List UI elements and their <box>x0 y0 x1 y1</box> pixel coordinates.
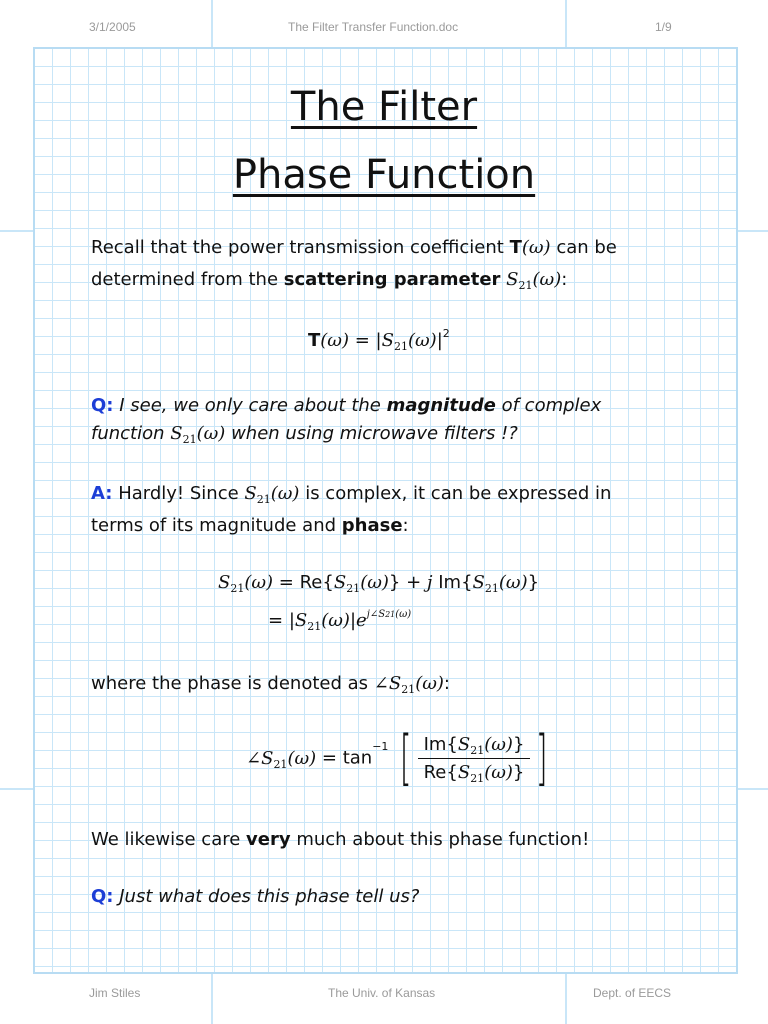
equation-phase-arctan: $\angle S_{21}(\omega) = \tan^{-1}$ [ $\frac{Im\{S_{21}(\omega)\}}{Re\{S_{21}(\omega)\}}$ ] <box>246 723 548 793</box>
question-1-line-2: function $S_{21}(\omega)$ when using microwave filters !? <box>91 423 518 446</box>
equation-power-transmission: $T(\omega) = |S_{21}(\omega)|^2$ <box>308 327 450 353</box>
footer-university: The Univ. of Kansas <box>328 986 436 1000</box>
title-line-2: Phase Function <box>232 152 536 198</box>
question-2: Q: Just what does this phase tell us? <box>91 886 420 907</box>
footer-author: Jim Stiles <box>89 986 141 1000</box>
header-filename: The Filter Transfer Function.doc <box>288 20 459 34</box>
likewise-line: We likewise care very much about this phase function! <box>91 829 590 850</box>
left-bracket: [ <box>400 723 412 793</box>
phase-denoted-line: where the phase is denoted as $\angle S_{21}(\omega)$: <box>91 673 450 696</box>
equation-complex-form: $S_{21}(\omega) = Re\{S_{21}(\omega)\} + j$ $Im\{S_{21}(\omega)\}$ <box>218 572 540 595</box>
header-date: 3/1/2005 <box>89 20 136 34</box>
title-line-1: The Filter <box>290 84 478 130</box>
fraction: $\frac{Im\{S_{21}(\omega)\}}{Re\{S_{21}(\omega)\}}$ <box>418 734 531 783</box>
header-page-number: 1/9 <box>655 20 672 34</box>
intro-line-1: Recall that the power transmission coefficient T(ω) can be <box>91 237 617 258</box>
right-bracket: ] <box>536 723 548 793</box>
equation-polar-form: = $|S_{21}(\omega)|e^{j\angle S21(\omega)}$ <box>268 609 412 633</box>
question-1-line-1: Q: I see, we only care about the magnitude of complex <box>91 395 602 416</box>
answer-1-line-2: terms of its magnitude and phase: <box>91 515 409 536</box>
footer-department: Dept. of EECS <box>593 986 672 1000</box>
answer-1-line-1: A: Hardly! Since $S_{21}(\omega)$ is complex, it can be expressed in <box>91 483 612 506</box>
intro-line-2: determined from the scattering parameter $S_{21}(\omega)$: <box>91 269 568 292</box>
